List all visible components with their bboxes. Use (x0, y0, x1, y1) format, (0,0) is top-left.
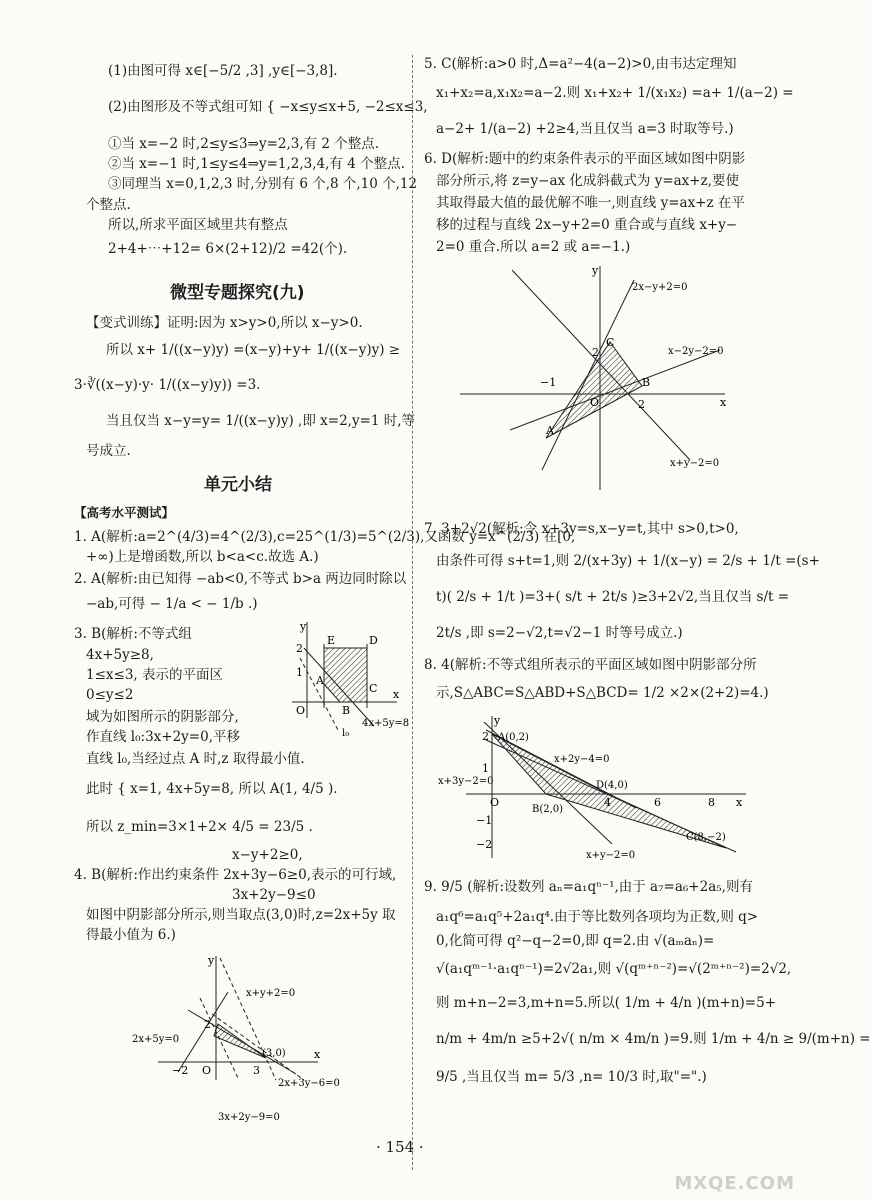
text-line: (2)由图形及不等式组可知 { −x≤y≤x+5, −2≤x≤3, (108, 99, 428, 115)
section-heading: 微型专题探究(九) (170, 283, 305, 303)
label: 2 (592, 346, 599, 359)
text-line: 3x+2y−9≤0 (232, 887, 316, 903)
watermark: MXQE.COM (674, 1173, 795, 1194)
label: l₀ (342, 728, 350, 739)
text-line: 则 m+n−2=3,m+n=5.所以( 1/m + 4/n )(m+n)=5+ (436, 995, 777, 1011)
text-line: +∞)上是增函数,所以 b<a<c.故选 A.) (86, 549, 319, 565)
text-line: 2t/s ,即 s=2−√2,t=√2−1 时等号成立.) (436, 625, 683, 641)
text-line: 所以 x+ 1/((x−y)y) =(x−y)+y+ 1/((x−y)y) ≥ (106, 342, 401, 358)
label: D(4,0) (596, 780, 628, 791)
label: 4 (604, 796, 611, 809)
label: x+y−2=0 (670, 458, 720, 469)
text-line: 2=0 重合.所以 a=2 或 a=−1.) (436, 239, 631, 255)
text-line: 3·∛((x−y)·y· 1/((x−y)y)) =3. (74, 377, 261, 393)
label: y (592, 264, 599, 277)
text-line: 直线 l₀,当经过点 A 时,z 取得最小值. (86, 751, 305, 767)
text-line: 6. D(解析:题中的约束条件表示的平面区域如图中阴影 (424, 151, 746, 167)
label: x+y−2=0 (586, 850, 636, 861)
label: x−2y−2=0 (668, 346, 724, 357)
text-line: 其取得最大值的最优解不唯一,则直线 y=ax+z 在平 (436, 195, 745, 211)
text-line: 9/5 ,当且仅当 m= 5/3 ,n= 10/3 时,取"=".) (436, 1069, 707, 1085)
label: 2x+3y−6=0 (278, 1078, 340, 1089)
text-line: 个整点. (86, 197, 131, 213)
label: x (736, 796, 743, 809)
text-line: 0≤y≤2 (86, 687, 134, 703)
label: 3 (253, 1064, 260, 1077)
text-line: ①当 x=−2 时,2≤y≤3⇒y=2,3,有 2 个整点. (108, 136, 380, 152)
label: O (590, 396, 600, 409)
section-heading: 单元小结 (204, 475, 272, 495)
label: C (369, 682, 378, 695)
label: D (369, 634, 378, 647)
text-line: x₁+x₂=a,x₁x₂=a−2.则 x₁+x₂+ 1/(x₁x₂) =a+ 1/(a−2) = (436, 85, 794, 101)
text-line: ③同理当 x=0,1,2,3 时,分别有 6 个,8 个,10 个,12 (108, 176, 418, 192)
label: 2 (204, 1018, 211, 1031)
text-line: 5. C(解析:a>0 时,Δ=a²−4(a−2)>0,由韦达定理知 (424, 56, 737, 72)
text-line: −ab,可得 − 1/a < − 1/b .) (86, 596, 258, 612)
label: −1 (476, 814, 493, 827)
label: 1 (296, 666, 303, 679)
text-line: 所以,所求平面区域里共有整点 (108, 217, 288, 233)
text-line: a₁q⁶=a₁q⁵+2a₁q⁴.由于等比数列各项均为正数,则 q> (436, 909, 759, 925)
figure-q6 (450, 260, 770, 500)
text-line: √(a₁qᵐ⁻¹·a₁qⁿ⁻¹)=2√2a₁,则 √(qᵐ⁺ⁿ⁻²)=√(2ᵐ⁺ⁿ⁻²)=2√2, (436, 961, 792, 977)
text-line: 2+4+⋯+12= 6×(2+12)/2 =42(个). (108, 241, 348, 257)
text-line: 此时 { x=1, 4x+5y=8, 所以 A(1, 4/5 ). (86, 781, 338, 797)
text-line: 1≤x≤3, 表示的平面区 (86, 667, 223, 683)
label: A (546, 424, 554, 437)
text-line: 移的过程与直线 2x−y+2=0 重合或与直线 x+y− (436, 217, 738, 233)
label: y (494, 714, 501, 727)
label: 1 (482, 762, 489, 775)
text-line: 示,S△ABC=S△ABD+S△BCD= 1/2 ×2×(2+2)=4.) (436, 685, 769, 701)
text-line: 如图中阴影部分所示,则当取点(3,0)时,z=2x+5y 取 (86, 907, 396, 923)
text-line: 作直线 l₀:3x+2y=0,平移 (86, 729, 240, 745)
text-line: 7. 3+2√2(解析:令 x+3y=s,x−y=t,其中 s>0,t>0, (424, 521, 739, 537)
label: A (316, 674, 324, 687)
text-line: 4. B(解析:作出约束条件 2x+3y−6≥0,表示的可行域, (74, 867, 397, 883)
label: C (606, 336, 615, 349)
figure-q8 (436, 712, 756, 862)
label: 2 (638, 398, 645, 411)
label: 2x−y+2=0 (632, 282, 688, 293)
label: E (327, 634, 336, 647)
subsection-tag: 【高考水平测试】 (74, 505, 175, 520)
label: −2 (172, 1064, 189, 1077)
text-line: 部分所示,将 z=y−ax 化成斜截式为 y=ax+z,要使 (436, 173, 740, 189)
column-divider (412, 55, 413, 1170)
label: x (393, 688, 400, 701)
text-line: (1)由图可得 x∈[−5/2 ,3] ,y∈[−3,8]. (108, 63, 338, 79)
label: C(8,−2) (686, 832, 726, 843)
text-line: 8. 4(解析:不等式组所表示的平面区域如图中阴影部分所 (424, 657, 757, 673)
label: B(2,0) (532, 804, 564, 815)
label: x (720, 396, 727, 409)
label: 2x+5y=0 (132, 1034, 180, 1045)
text-line: 3. B(解析:不等式组 (74, 626, 192, 642)
label: B (342, 704, 351, 717)
label: y (208, 954, 215, 967)
text-line: a−2+ 1/(a−2) +2≥4,当且仅当 a=3 时取等号.) (436, 121, 734, 137)
line-xy-2 (512, 270, 690, 460)
text-line: ②当 x=−1 时,1≤y≤4⇒y=1,2,3,4,有 4 个整点. (108, 156, 405, 172)
text-line: 1. A(解析:a=2^(4/3)=4^(2/3),c=25^(1/3)=5^(2/3),又函数 y=x^(2/3) 在[0, (74, 529, 576, 545)
page-number: · 154 · (376, 1138, 424, 1156)
label: 2 (482, 730, 489, 743)
figure-q3 (262, 618, 410, 739)
text-line: 【变式训练】证明:因为 x>y>0,所以 x−y>0. (86, 315, 363, 331)
label: O (490, 796, 500, 809)
text-line: 当且仅当 x−y=y= 1/((x−y)y) ,即 x=2,y=1 时,等 (106, 413, 416, 429)
label: B (642, 376, 651, 389)
text-line: t)( 2/s + 1/t )=3+( s/t + 2t/s )≥3+2√2,当且仅当 s/t = (436, 589, 790, 605)
label: (3,0) (262, 1048, 286, 1059)
text-line: 2. A(解析:由已知得 −ab<0,不等式 b>a 两边同时除以 (74, 571, 407, 587)
text-line: n/m + 4m/n ≥5+2√( n/m × 4m/n )=9.则 1/m + 4/n ≥ 9/(m+n) = (436, 1031, 871, 1047)
text-line: 4x+5y≥8, (86, 647, 154, 663)
label: x (314, 1048, 321, 1061)
label: O (296, 704, 306, 717)
label: O (202, 1064, 212, 1077)
text-line: 由条件可得 s+t=1,则 2/(x+3y) + 1/(x−y) = 2/s + 1/t =(s+ (436, 553, 820, 569)
label: 6 (654, 796, 661, 809)
label: x+y+2=0 (246, 988, 296, 999)
label: 3x+2y−9=0 (218, 1112, 280, 1123)
text-line: 号成立. (86, 443, 131, 459)
text-line: 所以 z_min=3×1+2× 4/5 = 23/5 . (86, 819, 313, 835)
label: 2 (296, 642, 303, 655)
label: A(0,2) (498, 732, 529, 743)
figure-q4 (128, 952, 378, 1127)
text-line: x−y+2≥0, (232, 847, 303, 863)
label: x+3y−2=0 (438, 776, 494, 787)
text-line: 0,化简可得 q²−q−2=0,即 q=2.由 √(aₘaₙ)= (436, 933, 715, 949)
label: −1 (540, 376, 557, 389)
label: y (300, 620, 307, 633)
label: 8 (708, 796, 715, 809)
text-line: 9. 9/5 (解析:设数列 aₙ=a₁qⁿ⁻¹,由于 a₇=a₆+2a₅,则有 (424, 879, 753, 895)
text-line: 域为如图所示的阴影部分, (86, 709, 239, 725)
text-line: 得最小值为 6.) (86, 927, 176, 943)
label: −2 (476, 838, 493, 851)
label: 4x+5y=8 (362, 718, 410, 729)
label: x+2y−4=0 (554, 754, 610, 765)
